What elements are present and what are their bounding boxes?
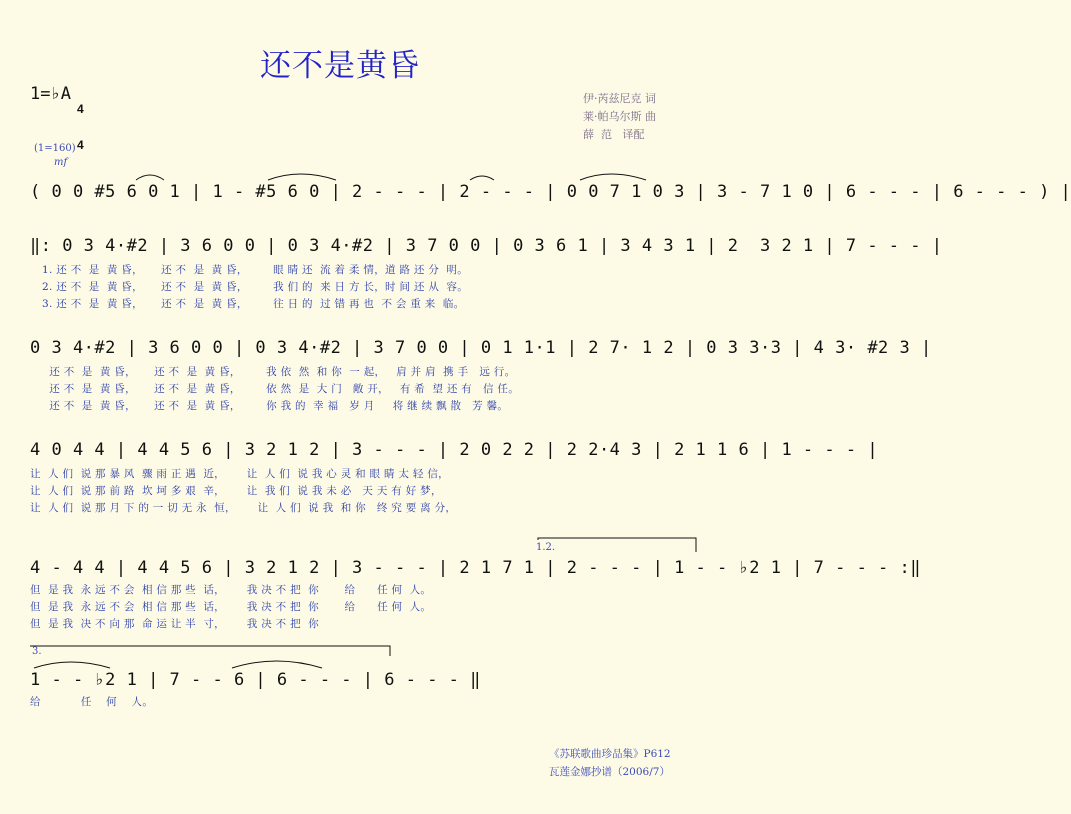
dynamic-marking: mf: [54, 157, 68, 168]
lyric-line-chorus-b-3: 但 是 我 决 不 向 那 命 运 让 半 寸， 我 决 不 把 你: [30, 618, 319, 630]
notation-row-chorus-b: 4 - 4 4 | 4 4 5 6 | 3 2 1 2 | 3 - - - | 2 1 7 1 | 2 - - - | 1 - - ♭2 1 | 7 - - - :‖: [30, 558, 921, 578]
song-title: 还不是黄昏: [260, 48, 420, 84]
time-signature-top: 4: [77, 102, 84, 116]
lyric-line-chorus-a-3: 让 人 们 说 那 月 下 的 一 切 无 永 恒， 让 人 们 说 我 和 你 终 究 要 离 分，: [30, 502, 457, 514]
lyric-line-verse-b-1: 还 不 是 黄 昏， 还 不 是 黄 昏， 我 依 然 和 你 一 起， 肩 并 肩 携 手 远 行。: [42, 366, 516, 378]
lyric-line-chorus-b-1: 但 是 我 永 远 不 会 相 信 那 些 话， 我 决 不 把 你 给 任 何 人。: [30, 584, 432, 596]
translator-credit: 薛 范 译配: [583, 128, 645, 141]
lyric-line-verse-b-2: 还 不 是 黄 昏， 还 不 是 黄 昏， 依 然 是 大 门 敞 开， 有 希 望 还 有 信 任。: [42, 383, 520, 395]
notation-row-chorus-a: 4 0 4 4 | 4 4 5 6 | 3 2 1 2 | 3 - - - | 2 0 2 2 | 2 2·4 3 | 2 1 1 6 | 1 - - - |: [30, 440, 879, 460]
lyric-line-verse-a-1: 1. 还 不 是 黄 昏， 还 不 是 黄 昏， 眼 睛 还 流 着 柔 情，道 路 还 分 明。: [42, 264, 469, 276]
notation-row-verse-a: ‖: 0 3 4·#2 | 3 6 0 0 | 0 3 4·#2 | 3 7 0 0 | 0 3 6 1 | 3 4 3 1 | 2 3 2 1 | 7 - - - |: [30, 236, 943, 256]
volta-3-label: 3.: [32, 646, 42, 657]
lyric-line-chorus-a-2: 让 人 们 说 那 前 路 坎 坷 多 艰 辛， 让 我 们 说 我 未 必 天 天 有 好 梦，: [30, 485, 442, 497]
lyric-line-verse-b-3: 还 不 是 黄 昏， 还 不 是 黄 昏， 你 我 的 幸 福 岁 月 将 继 续 飘 散 芳 馨。: [42, 400, 509, 412]
notation-row-ending: 1 - - ♭2 1 | 7 - - 6 | 6 - - - | 6 - - - ‖: [30, 670, 481, 690]
notation-row-intro: ( 0 0 #5 6 0 1 | 1 - #5 6 0 | 2 - - - | 2 - - - | 0 0 7 1 0 3 | 3 - 7 1 0 | 6 - - - | 6 - - - ) |: [30, 182, 1071, 202]
lyric-line-ending: 给 任 何 人。: [30, 696, 154, 708]
lyric-line-chorus-a-1: 让 人 们 说 那 暴 风 骤 雨 正 遇 近， 让 人 们 说 我 心 灵 和 眼 睛 太 轻 信，: [30, 468, 449, 480]
lyricist-credit: 伊·芮兹尼克 词: [583, 92, 656, 105]
lyric-line-verse-a-3: 3. 还 不 是 黄 昏， 还 不 是 黄 昏， 往 日 的 过 错 再 也 不 会 重 来 临。: [42, 298, 465, 310]
slur-intro-3: [470, 176, 494, 180]
slur-ending-2: [232, 661, 322, 668]
notation-row-verse-b: 0 3 4·#2 | 3 6 0 0 | 0 3 4·#2 | 3 7 0 0 | 0 1 1·1 | 2 7· 1 2 | 0 3 3·3 | 4 3· #2 3 |: [30, 338, 932, 358]
slur-intro-4: [580, 174, 646, 180]
lyric-line-chorus-b-2: 但 是 我 永 远 不 会 相 信 那 些 话， 我 决 不 把 你 给 任 何 人。: [30, 601, 432, 613]
slur-ending-1: [34, 662, 110, 668]
tempo-marking: (1=160): [34, 143, 76, 154]
lyric-line-verse-a-2: 2. 还 不 是 黄 昏， 还 不 是 黄 昏， 我 们 的 来 日 方 长，时 间 还 从 容。: [42, 281, 469, 293]
volta-1-2-bracket: [538, 538, 696, 552]
time-signature-bottom: 4: [77, 138, 84, 152]
slur-intro-1: [136, 175, 164, 180]
slur-intro-2: [268, 174, 336, 180]
source-transcriber: 瓦莲金娜抄谱（2006/7）: [549, 766, 670, 778]
volta-3-bracket: [30, 646, 390, 656]
volta-1-2-label: 1.2.: [536, 542, 556, 553]
source-collection: 《苏联歌曲珍品集》P612: [549, 748, 671, 760]
composer-credit: 莱·帕乌尔斯 曲: [583, 110, 656, 123]
key-signature: 1=♭A: [30, 84, 71, 104]
